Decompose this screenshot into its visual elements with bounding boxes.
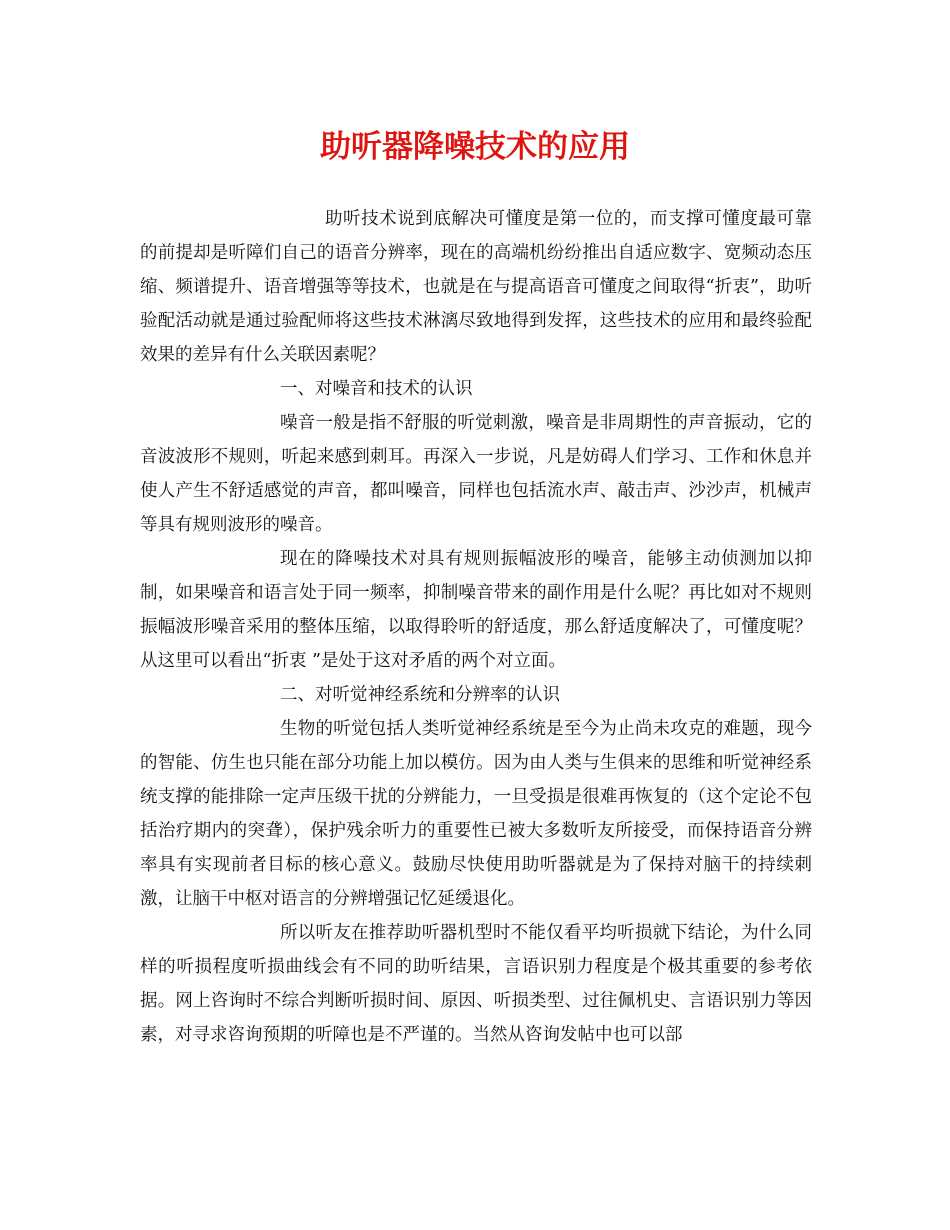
document-title: 助听器降噪技术的应用 [320, 129, 630, 165]
document-body [140, 202, 812, 1052]
paragraph-auditory-system: 生物的听觉包括人类听觉神经系统是至今为止尚未攻克的难题，现今的智能、仿生也只能在部分功能上加以模仿。因为由人类与生俱来的思维和听觉神经系统支撑的能排除一定声压级干扰的分辨能力，一旦受损是很难再恢复的（这个定论不包括治疗期内的突聋），保护残余听力的重要性已被大多数听友所接受，而保持语音分辨率具有实现前者目标的核心意义。鼓励尽快使用助听器就是为了保持对脑干的持续刺激，让脑干中枢对语言的分辨增强记忆延缓退化。 [140, 719, 812, 909]
section-heading-2: 二、对听觉神经系统和分辨率的认识 [280, 685, 560, 705]
paragraph-intro: 助听技术说到底解决可懂度是第一位的，而支撑可懂度最可靠的前提却是听障们自己的语音分辨率，现在的高端机纷纷推出自适应数字、宽频动态压缩、频谱提升、语音增强等等技术，也就是在与提高语音可懂度之间取得“折衷”，助听验配活动就是通过验配师将这些技术淋漓尽致地得到发挥，这些技术的应用和最终验配效果的差异有什么关联因素呢？ [140, 209, 812, 365]
paragraph-noise-definition: 噪音一般是指不舒服的听觉刺激，噪音是非周期性的声音振动，它的音波波形不规则，听起来感到刺耳。再深入一步说，凡是妨碍人们学习、工作和休息并使人产生不舒适感觉的声音，都叫噪音，同样也包括流水声、敲击声、沙沙声，机械声等具有规则波形的噪音。 [140, 413, 812, 535]
section-heading-1: 一、对噪音和技术的认识 [280, 379, 473, 399]
paragraph-noise-reduction: 现在的降噪技术对具有规则振幅波形的噪音，能够主动侦测加以抑制，如果噪音和语言处于同一频率，抑制噪音带来的副作用是什么呢？再比如对不规则振幅波形噪音采用的整体压缩，以取得聆听的舒适度，那么舒适度解决了，可懂度呢？从这里可以看出“折衷 ”是处于这对矛盾的两个对立面。 [140, 549, 812, 671]
paragraph-recommendation: 所以听友在推荐助听器机型时不能仅看平均听损就下结论，为什么同样的听损程度听损曲线会有不同的助听结果，言语识别力程度是个极其重要的参考依据。网上咨询时不综合判断听损时间、原因、听损类型、过往佩机史、言语识别力等因素，对寻求咨询预期的听障也是不严谨的。当然从咨询发帖中也可以部 [140, 923, 812, 1045]
